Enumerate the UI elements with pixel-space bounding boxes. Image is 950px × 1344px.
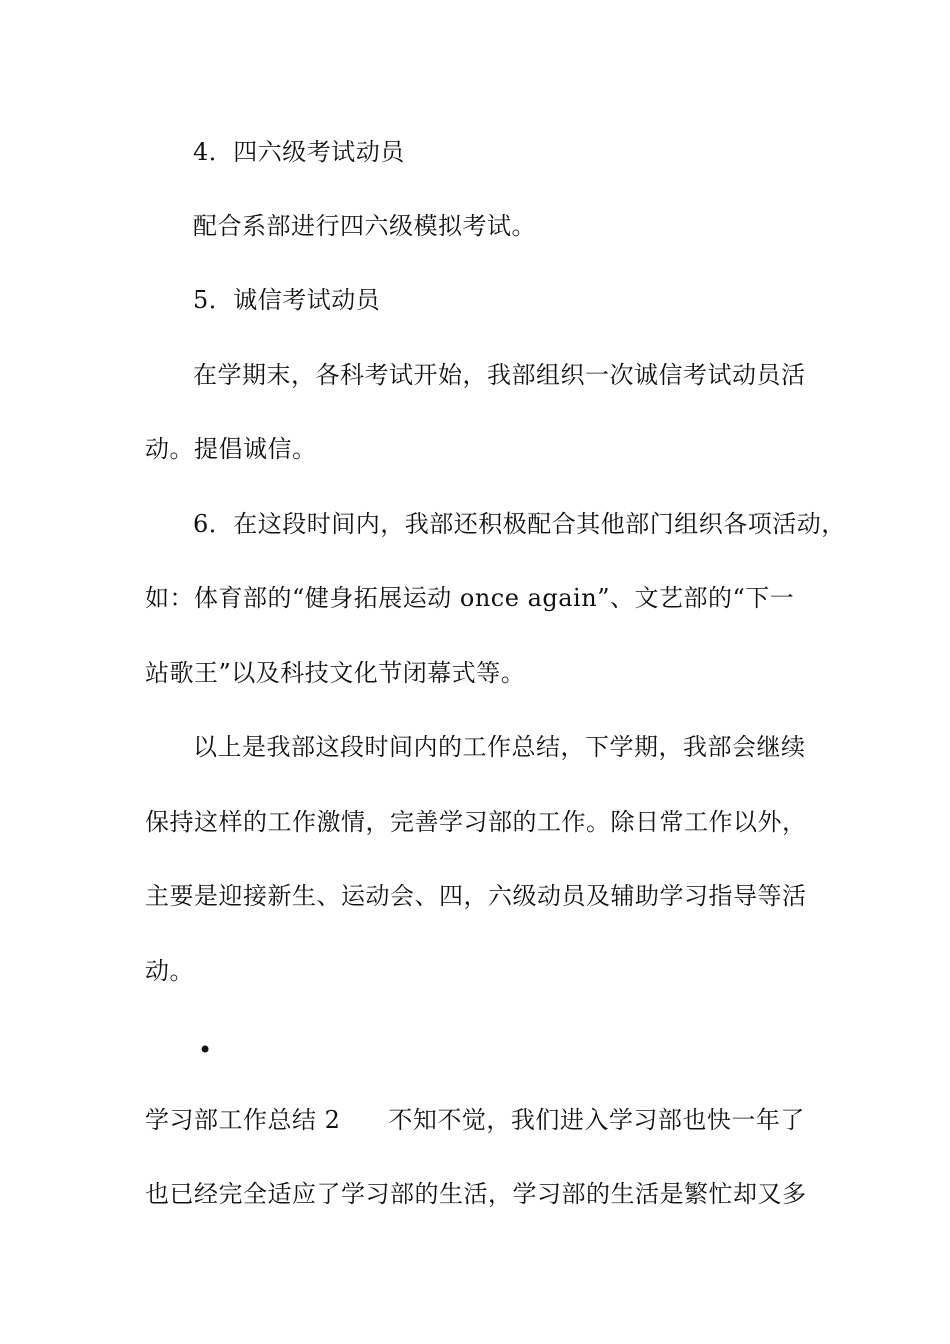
item5-body-line2: 动。提倡诚信。 [145, 435, 317, 463]
item5-body-line1: 在学期末，各科考试开始，我部组织一次诚信考试动员活 [193, 361, 806, 389]
item4-heading: 4．四六级考试动员 [193, 138, 405, 166]
item6-line1: 6．在这段时间内，我部还积极配合其他部门组织各项活动， [193, 510, 846, 538]
item5-heading: 5．诚信考试动员 [193, 286, 381, 314]
summary-line3: 主要是迎接新生、运动会、四，六级动员及辅助学习指导等活 [145, 882, 807, 910]
item4-body: 配合系部进行四六级模拟考试。 [193, 212, 536, 240]
summary-line2: 保持这样的工作激情，完善学习部的工作。除日常工作以外， [145, 808, 807, 836]
section2-line2: 也已经完全适应了学习部的生活，学习部的生活是繁忙却又多 [145, 1180, 807, 1208]
summary-line1: 以上是我部这段时间内的工作总结，下学期，我部会继续 [193, 733, 806, 761]
section2-line1-text: 不知不觉，我们进入学习部也快一年了 [388, 1106, 805, 1134]
section2-first-line [145, 1106, 825, 1134]
item6-line3: 站歌王”以及科技文化节闭幕式等。 [145, 659, 526, 687]
bullet-marker: • [198, 1036, 213, 1064]
item6-line2: 如：体育部的“健身拓展运动 once again”、文艺部的“下一 [145, 584, 795, 612]
section2-title: 学习部工作总结 2 [145, 1106, 341, 1134]
summary-line4: 动。 [145, 957, 194, 985]
